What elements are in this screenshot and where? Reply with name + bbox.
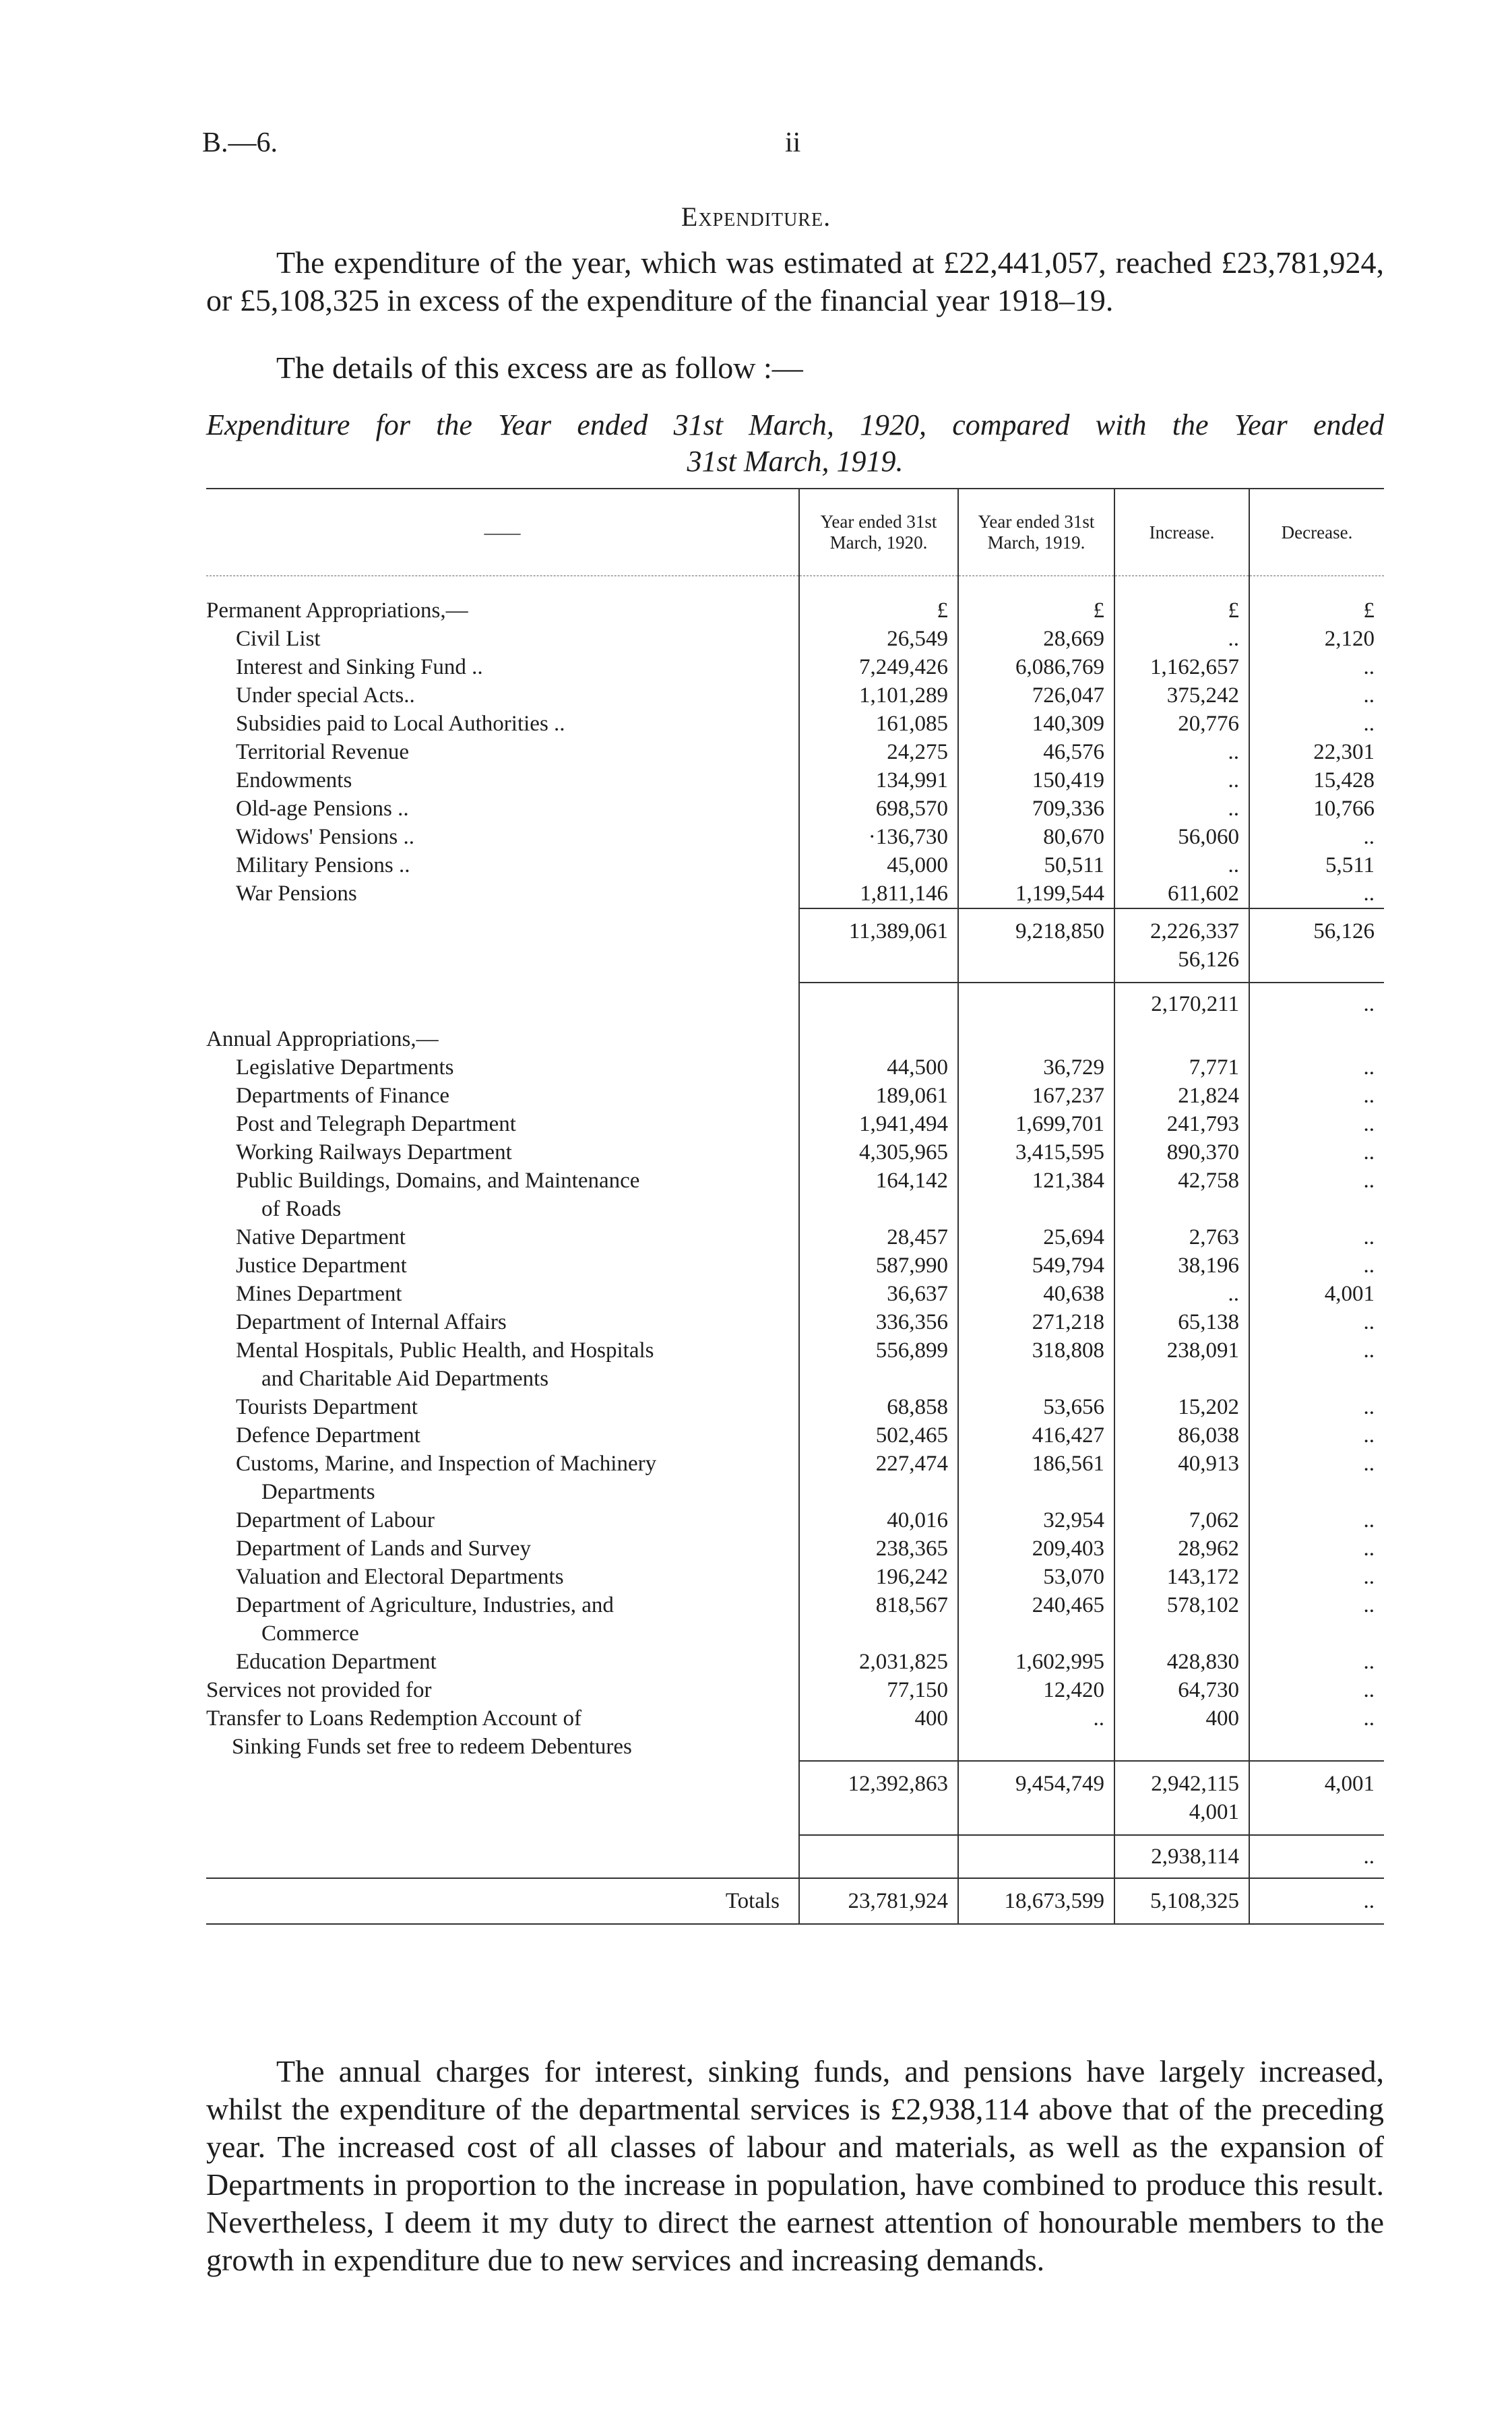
value-1919: 150,419 bbox=[958, 766, 1114, 795]
value-decrease: 15,428 bbox=[1249, 766, 1384, 795]
expenditure-table-wrapper bbox=[206, 488, 1384, 1925]
net-increase: 2,938,114 bbox=[1114, 1835, 1249, 1878]
table-row bbox=[206, 738, 1384, 766]
row-label bbox=[206, 1167, 799, 1223]
value-1920: 44,500 bbox=[799, 1053, 958, 1082]
value-increase: 611,602 bbox=[1114, 879, 1249, 908]
value-1920: 7,249,426 bbox=[799, 653, 958, 681]
value-1919: 3,415,595 bbox=[958, 1138, 1114, 1167]
table-row bbox=[206, 1450, 1384, 1506]
permanent-heading-row bbox=[206, 596, 1384, 625]
row-label: Tourists Department bbox=[236, 1395, 418, 1419]
value-1919: 80,670 bbox=[958, 823, 1114, 851]
page-number: ii bbox=[785, 127, 801, 158]
value-decrease: .. bbox=[1249, 1308, 1384, 1336]
blank-value bbox=[958, 983, 1114, 1025]
value-1920: ·136,730 bbox=[799, 823, 958, 851]
value-increase: 2,763 bbox=[1114, 1223, 1249, 1251]
subtotal-increase-gross: 2,226,337 bbox=[1150, 919, 1239, 943]
transfer-row bbox=[206, 1704, 1384, 1761]
row-label: Civil List bbox=[236, 627, 321, 651]
value-1920: 336,356 bbox=[799, 1308, 958, 1336]
value-1919: 53,656 bbox=[958, 1393, 1114, 1421]
column-header-increase: Increase. bbox=[1114, 489, 1249, 576]
table-row bbox=[206, 653, 1384, 681]
currency-1920: £ bbox=[799, 596, 958, 625]
row-label: Old-age Pensions .. bbox=[236, 797, 409, 821]
closing-paragraph bbox=[206, 2053, 1384, 2279]
row-label-continuation: Commerce bbox=[261, 1621, 359, 1646]
row-label bbox=[206, 1336, 799, 1393]
permanent-net-row bbox=[206, 983, 1384, 1025]
intro-text-2: The details of this excess are as follow :— bbox=[276, 350, 803, 385]
value-increase: 578,102 bbox=[1114, 1591, 1249, 1648]
value-1919: 549,794 bbox=[958, 1251, 1114, 1280]
value-1920: 4,305,965 bbox=[799, 1138, 958, 1167]
value-decrease: .. bbox=[1249, 1082, 1384, 1110]
subtotal-increase-less: 56,126 bbox=[1178, 948, 1239, 972]
row-label: Native Department bbox=[236, 1225, 406, 1249]
row-label-continuation: Sinking Funds set free to redeem Debentures bbox=[232, 1735, 632, 1759]
value-decrease: .. bbox=[1249, 879, 1384, 908]
column-header-1919: Year ended 31st March, 1919. bbox=[958, 489, 1114, 576]
total-increase: 5,108,325 bbox=[1114, 1878, 1249, 1924]
value-1919: 167,237 bbox=[958, 1082, 1114, 1110]
row-label: Interest and Sinking Fund .. bbox=[236, 655, 483, 679]
annual-net-row bbox=[206, 1835, 1384, 1878]
subtotal-1919: 9,218,850 bbox=[958, 908, 1114, 983]
value-increase: 38,196 bbox=[1114, 1251, 1249, 1280]
net-increase: 2,170,211 bbox=[1114, 983, 1249, 1025]
row-label: Under special Acts.. bbox=[236, 683, 415, 708]
table-row bbox=[206, 1591, 1384, 1648]
subtotal-increase-gross: 2,942,115 bbox=[1151, 1772, 1239, 1796]
subtotal-increase bbox=[1114, 1761, 1249, 1835]
value-1919: 240,465 bbox=[958, 1591, 1114, 1648]
value-decrease: .. bbox=[1249, 1336, 1384, 1393]
value-increase: .. bbox=[1114, 738, 1249, 766]
value-1920: 45,000 bbox=[799, 851, 958, 879]
value-1920: 2,031,825 bbox=[799, 1648, 958, 1676]
intro-text-1: The expenditure of the year, which was estimated at £22,441,057, reached £23,781,924, or £5,108,325 in excess of the expenditure of the financial year 1918–19. bbox=[206, 245, 1384, 317]
value-1920: 556,899 bbox=[799, 1336, 958, 1393]
value-decrease: .. bbox=[1249, 1704, 1384, 1761]
value-1920: 68,858 bbox=[799, 1393, 958, 1421]
table-row bbox=[206, 795, 1384, 823]
row-label bbox=[206, 1450, 799, 1506]
value-1919: 209,403 bbox=[958, 1534, 1114, 1563]
caption-line-2: 31st March, 1919. bbox=[687, 445, 904, 478]
row-label: War Pensions bbox=[236, 881, 357, 906]
row-label: Subsidies paid to Local Authorities .. bbox=[236, 712, 565, 736]
intro-paragraph-2 bbox=[206, 349, 1384, 387]
annual-heading-row bbox=[206, 1025, 1384, 1053]
value-1920: 26,549 bbox=[799, 625, 958, 653]
blank-value bbox=[958, 1835, 1114, 1878]
row-label bbox=[206, 1704, 799, 1761]
row-label-text: Public Buildings, Domains, and Maintenance bbox=[236, 1169, 640, 1193]
value-1919: 1,602,995 bbox=[958, 1648, 1114, 1676]
subtotal-increase bbox=[1114, 908, 1249, 983]
value-1920: 1,101,289 bbox=[799, 681, 958, 710]
value-1919: 53,070 bbox=[958, 1563, 1114, 1591]
row-label-text: Department of Agriculture, Industries, and bbox=[236, 1593, 614, 1617]
blank-label bbox=[206, 1835, 799, 1878]
table-header-row bbox=[206, 489, 1384, 576]
blank-value bbox=[1249, 1025, 1384, 1053]
value-increase: 21,824 bbox=[1114, 1082, 1249, 1110]
value-1919: 271,218 bbox=[958, 1308, 1114, 1336]
row-label-continuation: and Charitable Aid Departments bbox=[261, 1367, 549, 1391]
totals-row bbox=[206, 1878, 1384, 1924]
row-label: Working Railways Department bbox=[236, 1140, 512, 1165]
services-row bbox=[206, 1676, 1384, 1704]
row-label-text: Customs, Marine, and Inspection of Machinery bbox=[236, 1452, 657, 1476]
value-decrease: 10,766 bbox=[1249, 795, 1384, 823]
table-row bbox=[206, 1110, 1384, 1138]
value-1919: 46,576 bbox=[958, 738, 1114, 766]
value-1920: 1,941,494 bbox=[799, 1110, 958, 1138]
blank-value bbox=[799, 1835, 958, 1878]
table-row bbox=[206, 851, 1384, 879]
value-increase: 1,162,657 bbox=[1114, 653, 1249, 681]
value-1920: 587,990 bbox=[799, 1251, 958, 1280]
table-row bbox=[206, 1053, 1384, 1082]
value-1920: 196,242 bbox=[799, 1563, 958, 1591]
row-label: Military Pensions .. bbox=[236, 853, 410, 877]
table-row bbox=[206, 1138, 1384, 1167]
table-row bbox=[206, 1534, 1384, 1563]
row-label: Territorial Revenue bbox=[236, 740, 409, 764]
value-decrease: .. bbox=[1249, 1223, 1384, 1251]
blank-label bbox=[206, 983, 799, 1025]
row-label: Departments of Finance bbox=[236, 1084, 450, 1108]
value-1919: 32,954 bbox=[958, 1506, 1114, 1534]
subtotal-1920: 11,389,061 bbox=[799, 908, 958, 983]
value-decrease: .. bbox=[1249, 681, 1384, 710]
permanent-subtotal-row bbox=[206, 908, 1384, 983]
row-label: Department of Labour bbox=[236, 1508, 435, 1532]
total-1920: 23,781,924 bbox=[799, 1878, 958, 1924]
total-1919: 18,673,599 bbox=[958, 1878, 1114, 1924]
table-row bbox=[206, 1308, 1384, 1336]
blank-label bbox=[206, 1761, 799, 1835]
row-label: Defence Department bbox=[236, 1423, 420, 1448]
blank-value bbox=[958, 1025, 1114, 1053]
value-decrease: .. bbox=[1249, 1450, 1384, 1506]
currency-decrease: £ bbox=[1249, 596, 1384, 625]
net-decrease: .. bbox=[1249, 983, 1384, 1025]
table-row bbox=[206, 1336, 1384, 1393]
value-increase: 28,962 bbox=[1114, 1534, 1249, 1563]
value-increase: 20,776 bbox=[1114, 710, 1249, 738]
permanent-heading: Permanent Appropriations,— bbox=[206, 598, 468, 623]
value-increase: 56,060 bbox=[1114, 823, 1249, 851]
table-row bbox=[206, 823, 1384, 851]
value-1919: 28,669 bbox=[958, 625, 1114, 653]
net-decrease: .. bbox=[1249, 1835, 1384, 1878]
row-label: Services not provided for bbox=[206, 1678, 432, 1702]
row-label: Legislative Departments bbox=[236, 1055, 454, 1080]
value-increase: 42,758 bbox=[1114, 1167, 1249, 1223]
value-decrease: .. bbox=[1249, 1393, 1384, 1421]
value-increase: 890,370 bbox=[1114, 1138, 1249, 1167]
subtotal-increase-less: 4,001 bbox=[1189, 1800, 1239, 1824]
subtotal-decrease: 4,001 bbox=[1249, 1761, 1384, 1835]
value-increase: .. bbox=[1114, 625, 1249, 653]
section-title: Expenditure. bbox=[681, 201, 831, 232]
value-1919: 50,511 bbox=[958, 851, 1114, 879]
table-body bbox=[206, 576, 1384, 1925]
value-increase: 143,172 bbox=[1114, 1563, 1249, 1591]
value-1920: 502,465 bbox=[799, 1421, 958, 1450]
value-increase: 238,091 bbox=[1114, 1336, 1249, 1393]
value-1919: 6,086,769 bbox=[958, 653, 1114, 681]
value-decrease: .. bbox=[1249, 1053, 1384, 1082]
value-1919: 1,699,701 bbox=[958, 1110, 1114, 1138]
value-1920: 77,150 bbox=[799, 1676, 958, 1704]
value-decrease: .. bbox=[1249, 1648, 1384, 1676]
table-row bbox=[206, 1167, 1384, 1223]
value-1920: 227,474 bbox=[799, 1450, 958, 1506]
row-label: Post and Telegraph Department bbox=[236, 1112, 516, 1136]
table-row bbox=[206, 625, 1384, 653]
row-label: Mines Department bbox=[236, 1282, 402, 1306]
row-label bbox=[206, 1591, 799, 1648]
blank-value bbox=[799, 983, 958, 1025]
page-header bbox=[202, 127, 1388, 167]
value-increase: .. bbox=[1114, 766, 1249, 795]
value-1920: 164,142 bbox=[799, 1167, 958, 1223]
value-decrease: .. bbox=[1249, 653, 1384, 681]
table-row bbox=[206, 1082, 1384, 1110]
value-decrease: .. bbox=[1249, 1506, 1384, 1534]
column-header-decrease: Decrease. bbox=[1249, 489, 1384, 576]
value-increase: 15,202 bbox=[1114, 1393, 1249, 1421]
blank-label bbox=[206, 908, 799, 983]
row-label-continuation: Departments bbox=[261, 1480, 375, 1504]
column-header-label: —— bbox=[206, 489, 799, 576]
value-1919: 186,561 bbox=[958, 1450, 1114, 1506]
value-increase: 64,730 bbox=[1114, 1676, 1249, 1704]
annual-subtotal-row bbox=[206, 1761, 1384, 1835]
table-row bbox=[206, 766, 1384, 795]
value-1919: 36,729 bbox=[958, 1053, 1114, 1082]
subtotal-1919: 9,454,749 bbox=[958, 1761, 1114, 1835]
value-increase: 7,771 bbox=[1114, 1053, 1249, 1082]
value-decrease: .. bbox=[1249, 1167, 1384, 1223]
table-row bbox=[206, 710, 1384, 738]
value-decrease: 4,001 bbox=[1249, 1280, 1384, 1308]
value-1920: 698,570 bbox=[799, 795, 958, 823]
value-1919: 709,336 bbox=[958, 795, 1114, 823]
value-decrease: .. bbox=[1249, 1591, 1384, 1648]
table-row bbox=[206, 1506, 1384, 1534]
value-1919: .. bbox=[958, 1704, 1114, 1761]
row-label: Justice Department bbox=[236, 1253, 407, 1278]
value-increase: 7,062 bbox=[1114, 1506, 1249, 1534]
table-row bbox=[206, 1393, 1384, 1421]
table-row bbox=[206, 1648, 1384, 1676]
value-1919: 1,199,544 bbox=[958, 879, 1114, 908]
value-decrease: .. bbox=[1249, 1421, 1384, 1450]
value-1919: 726,047 bbox=[958, 681, 1114, 710]
table-row bbox=[206, 1280, 1384, 1308]
value-decrease: 5,511 bbox=[1249, 851, 1384, 879]
table-row bbox=[206, 1563, 1384, 1591]
value-increase: .. bbox=[1114, 1280, 1249, 1308]
value-1920: 24,275 bbox=[799, 738, 958, 766]
value-decrease: 2,120 bbox=[1249, 625, 1384, 653]
table-row bbox=[206, 1251, 1384, 1280]
subtotal-1920: 12,392,863 bbox=[799, 1761, 958, 1835]
value-decrease: .. bbox=[1249, 1138, 1384, 1167]
table-caption bbox=[206, 407, 1384, 480]
value-decrease: .. bbox=[1249, 1534, 1384, 1563]
value-increase: 428,830 bbox=[1114, 1648, 1249, 1676]
row-label: Valuation and Electoral Departments bbox=[236, 1565, 564, 1589]
column-header-1920: Year ended 31st March, 1920. bbox=[799, 489, 958, 576]
value-1919: 416,427 bbox=[958, 1421, 1114, 1450]
intro-paragraph-1 bbox=[206, 244, 1384, 319]
value-decrease: .. bbox=[1249, 1676, 1384, 1704]
row-label: Department of Internal Affairs bbox=[236, 1310, 507, 1334]
value-increase: .. bbox=[1114, 795, 1249, 823]
caption-line-1: Expenditure for the Year ended 31st March, 1920, compared with the Year ended bbox=[206, 408, 1384, 441]
value-1919: 25,694 bbox=[958, 1223, 1114, 1251]
value-1920: 40,016 bbox=[799, 1506, 958, 1534]
value-1920: 36,637 bbox=[799, 1280, 958, 1308]
value-1919: 121,384 bbox=[958, 1167, 1114, 1223]
row-label-continuation: of Roads bbox=[261, 1197, 342, 1221]
value-increase: 65,138 bbox=[1114, 1308, 1249, 1336]
value-1920: 818,567 bbox=[799, 1591, 958, 1648]
value-1920: 189,061 bbox=[799, 1082, 958, 1110]
value-decrease: .. bbox=[1249, 823, 1384, 851]
value-1920: 134,991 bbox=[799, 766, 958, 795]
spacer-row bbox=[206, 576, 1384, 597]
value-1920: 400 bbox=[799, 1704, 958, 1761]
value-1919: 12,420 bbox=[958, 1676, 1114, 1704]
total-decrease: .. bbox=[1249, 1878, 1384, 1924]
value-decrease: .. bbox=[1249, 1563, 1384, 1591]
table-row bbox=[206, 681, 1384, 710]
value-increase: 400 bbox=[1114, 1704, 1249, 1761]
value-decrease: .. bbox=[1249, 1251, 1384, 1280]
value-1919: 140,309 bbox=[958, 710, 1114, 738]
blank-value bbox=[799, 1025, 958, 1053]
table-row bbox=[206, 879, 1384, 908]
value-increase: 86,038 bbox=[1114, 1421, 1249, 1450]
value-1920: 28,457 bbox=[799, 1223, 958, 1251]
row-label: Widows' Pensions .. bbox=[236, 825, 414, 849]
value-increase: 241,793 bbox=[1114, 1110, 1249, 1138]
value-1920: 161,085 bbox=[799, 710, 958, 738]
blank-value bbox=[1114, 1025, 1249, 1053]
annual-heading: Annual Appropriations,— bbox=[206, 1027, 439, 1051]
value-decrease: 22,301 bbox=[1249, 738, 1384, 766]
row-label-text: Mental Hospitals, Public Health, and Hospitals bbox=[236, 1338, 654, 1363]
currency-increase: £ bbox=[1114, 596, 1249, 625]
parliamentary-paper-ref: B.—6. bbox=[202, 127, 278, 158]
closing-text: The annual charges for interest, sinking funds, and pensions have largely increased, whilst the expenditure of the departmental services is £2,938,114 above that of the preceding year. The increased cost of all classes of labour and materials, as well as the expansion of Departments in proportion to the increase in population, have combined to produce this result. Nevertheless, I deem it my duty to direct the earnest attention of honourable members to the growth in expenditure due to new services and increasing demands. bbox=[206, 2054, 1384, 2277]
row-label: Endowments bbox=[236, 768, 352, 793]
value-1919: 318,808 bbox=[958, 1336, 1114, 1393]
value-increase: .. bbox=[1114, 851, 1249, 879]
expenditure-table bbox=[206, 488, 1384, 1925]
value-1920: 238,365 bbox=[799, 1534, 958, 1563]
row-label: Department of Lands and Survey bbox=[236, 1537, 532, 1561]
value-increase: 375,242 bbox=[1114, 681, 1249, 710]
currency-1919: £ bbox=[958, 596, 1114, 625]
row-label-text: Transfer to Loans Redemption Account of bbox=[206, 1706, 581, 1731]
table-row bbox=[206, 1223, 1384, 1251]
subtotal-decrease: 56,126 bbox=[1249, 908, 1384, 983]
value-increase: 40,913 bbox=[1114, 1450, 1249, 1506]
value-decrease: .. bbox=[1249, 710, 1384, 738]
row-label: Education Department bbox=[236, 1650, 437, 1674]
value-1920: 1,811,146 bbox=[799, 879, 958, 908]
value-decrease: .. bbox=[1249, 1110, 1384, 1138]
table-row bbox=[206, 1421, 1384, 1450]
totals-label: Totals bbox=[206, 1878, 799, 1924]
value-1919: 40,638 bbox=[958, 1280, 1114, 1308]
